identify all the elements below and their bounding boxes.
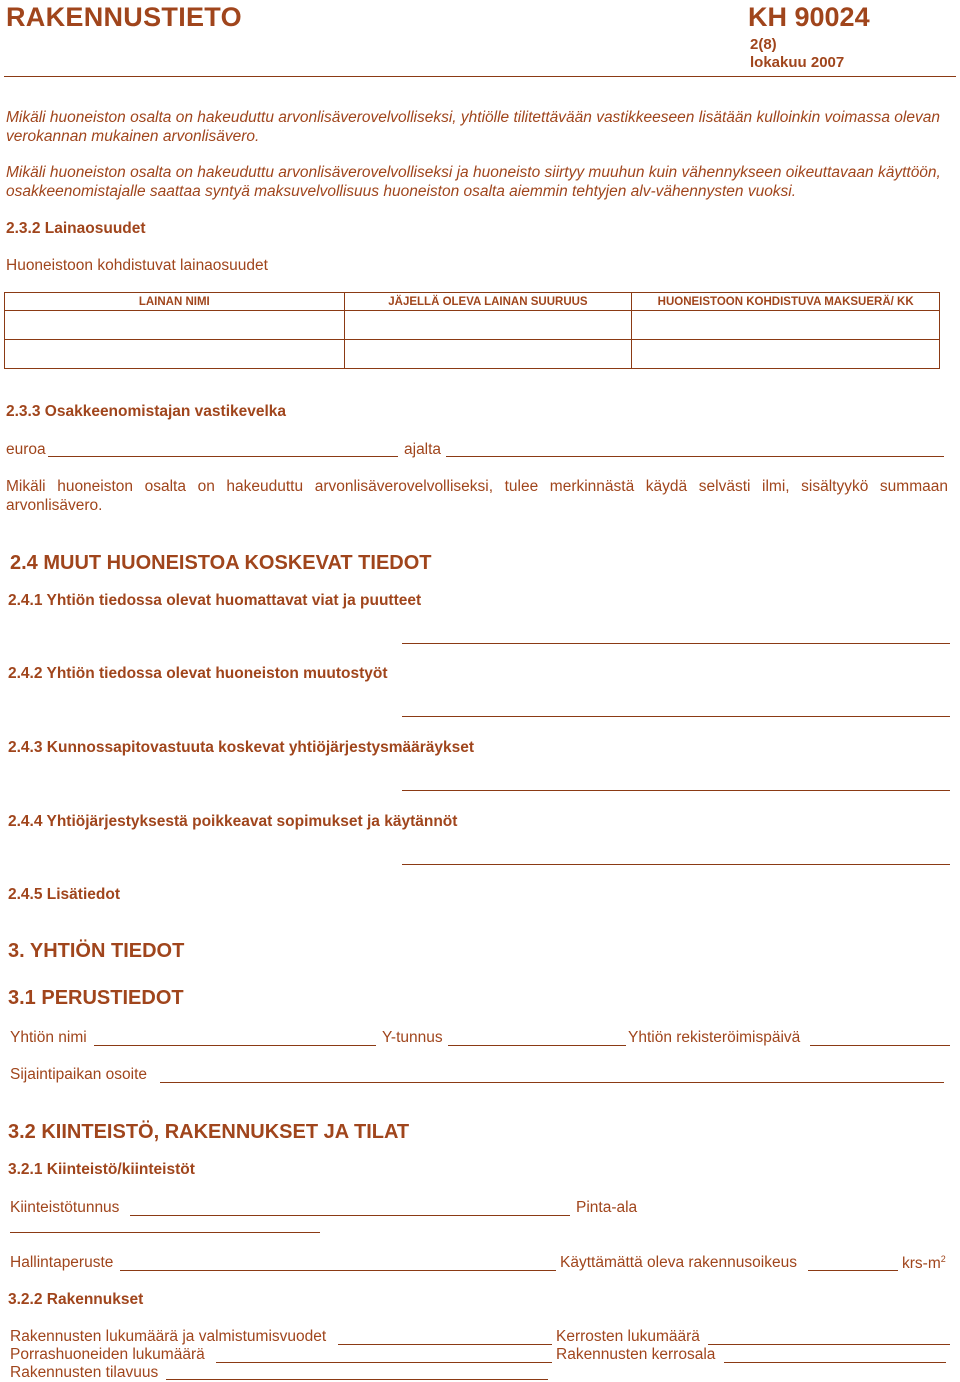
property-heading: 3.2 KIINTEISTÖ, RAKENNUKSET JA TILAT (8, 1121, 410, 1143)
unused-rights-field-line[interactable] (808, 1270, 898, 1271)
unit-label (902, 1254, 946, 1273)
header-divider (4, 76, 956, 77)
property-id-field-line[interactable] (130, 1215, 570, 1216)
euro-field-line[interactable] (48, 456, 398, 457)
loans-table-header-row (5, 293, 940, 311)
floor-count-field-line[interactable] (708, 1344, 950, 1345)
loans-subheading: Huoneistoon kohdistuvat lainaosuudet (6, 257, 268, 274)
agreements-heading: 2.4.4 Yhtiöjärjestyksestä poikkeavat sopimukset ja käytännöt (8, 813, 458, 830)
document-date: lokakuu 2007 (750, 54, 845, 71)
vat-paragraph-1: Mikäli huoneiston osalta on hakeuduttu arvonlisäverovelvolliseksi, yhtiölle tilitettävään vastikkeeseen lisätään kulloinkin voimassa olevan verokannan mukainen arvonlisävero. (6, 109, 940, 145)
stairwell-count-label: Porrashuoneiden lukumäärä (10, 1346, 205, 1363)
building-count-field-line[interactable] (338, 1344, 552, 1345)
defects-heading: 2.4.1 Yhtiön tiedossa olevat huomattavat viat ja puutteet (8, 592, 422, 609)
floor-area-field-line[interactable] (724, 1362, 946, 1363)
page-number: 2(8) (750, 36, 777, 53)
buildings-heading: 3.2.2 Rakennukset (8, 1291, 144, 1308)
registration-date-field-line[interactable] (810, 1045, 950, 1046)
debt-vat-note: Mikäli huoneiston osalta on hakeuduttu arvonlisäverovelvolliseksi, tulee merkinnästä käydä selvästi ilmi, sisältyykö summaan arvonlisävero. (6, 478, 948, 514)
company-name-field-line[interactable] (94, 1045, 376, 1046)
unused-rights-label: Käyttämättä oleva rakennusoikeus (560, 1254, 797, 1271)
period-field-line[interactable] (446, 456, 944, 457)
euro-label: euroa (6, 441, 46, 458)
agreements-field-line[interactable] (402, 864, 950, 865)
remaining-amount-cell[interactable] (344, 340, 632, 369)
basic-info-heading: 3.1 PERUSTIEDOT (8, 987, 184, 1009)
remaining-amount-cell[interactable] (344, 311, 632, 340)
building-count-label: Rakennusten lukumäärä ja valmistumisvuodet (10, 1328, 327, 1345)
registration-date-label: Yhtiön rekisteröimispäivä (628, 1029, 801, 1046)
company-heading: 3. YHTIÖN TIEDOT (8, 940, 185, 962)
floor-count-label: Kerrosten lukumäärä (556, 1328, 700, 1345)
tenure-field-line[interactable] (120, 1270, 556, 1271)
defects-field-line[interactable] (402, 643, 950, 644)
vat-paragraph-2: Mikäli huoneiston osalta on hakeuduttu arvonlisäverovelvolliseksi ja huoneisto siirtyy muuhun kuin vähennykseen oikeuttavaan käyttöön, osakkeenomistajalle saattaa syntyä maksuvelvollisuus huoneiston osalta aiemmin tehtyjen alv-vähennysten vuoksi. (6, 164, 941, 200)
other-info-heading: 2.4 MUUT HUONEISTOA KOSKEVAT TIEDOT (10, 552, 432, 574)
maintenance-field-line[interactable] (402, 790, 950, 791)
volume-label: Rakennusten tilavuus (10, 1364, 159, 1381)
table-row (5, 340, 940, 369)
property-id-label: Kiinteistötunnus (10, 1199, 120, 1216)
monthly-payment-cell[interactable] (632, 311, 940, 340)
period-label: ajalta (404, 441, 442, 458)
company-name-label: Yhtiön nimi (10, 1029, 87, 1046)
loan-name-cell[interactable] (5, 311, 345, 340)
renovations-heading: 2.4.2 Yhtiön tiedossa olevat huoneiston muutostyöt (8, 665, 388, 682)
floor-area-label: Rakennusten kerrosala (556, 1346, 716, 1363)
table-row (5, 311, 940, 340)
additional-info-heading: 2.4.5 Lisätiedot (8, 886, 120, 903)
column-header-monthly-payment: HUONEISTOON KOHDISTUVA MAKSUERÄ/ KK (632, 293, 940, 311)
loans-heading: 2.3.2 Lainaosuudet (6, 220, 146, 237)
unit-text: krs-m (902, 1255, 941, 1273)
area-label: Pinta-ala (576, 1199, 638, 1216)
address-label: Sijaintipaikan osoite (10, 1066, 148, 1083)
volume-field-line[interactable] (166, 1379, 548, 1380)
area-field-line[interactable] (10, 1232, 320, 1233)
debt-heading: 2.3.3 Osakkeenomistajan vastikevelka (6, 403, 287, 420)
loan-name-cell[interactable] (5, 340, 345, 369)
column-header-remaining-amount: JÄJELLÄ OLEVA LAINAN SUURUUS (344, 293, 632, 311)
document-code: KH 90024 (748, 2, 870, 32)
property-sub-heading: 3.2.1 Kiinteistö/kiinteistöt (8, 1161, 195, 1178)
column-header-loan-name: LAINAN NIMI (5, 293, 345, 311)
business-id-label: Y-tunnus (382, 1029, 443, 1046)
monthly-payment-cell[interactable] (632, 340, 940, 369)
loans-table (4, 292, 940, 369)
tenure-label: Hallintaperuste (10, 1254, 114, 1271)
document-title: RAKENNUSTIETO (6, 2, 242, 32)
stairwell-count-field-line[interactable] (216, 1362, 552, 1363)
renovations-field-line[interactable] (402, 716, 950, 717)
business-id-field-line[interactable] (448, 1045, 626, 1046)
address-field-line[interactable] (160, 1082, 944, 1083)
maintenance-heading: 2.4.3 Kunnossapitovastuuta koskevat yhtiöjärjestysmääräykset (8, 739, 475, 756)
unit-superscript: 2 (940, 1254, 946, 1264)
